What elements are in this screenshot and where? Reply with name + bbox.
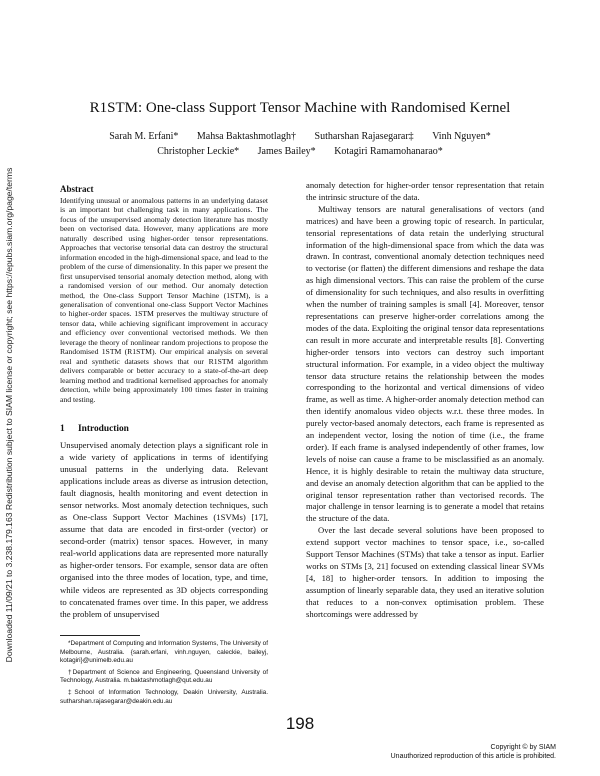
abstract-text: Identifying unusual or anomalous patterns in an underlying dataset is an important but challenging task in many applications. The focus of the unsupervised anomaly detection literature has mostly been on vectorised data. However, many applications are more naturally described using higher-order tensor representations. Approaches that vectorise tensorial data can destroy the structural information encoded in the high-dimensional space, and lead to the problem of the curse of dimensionality. In this paper we present the first unsupervised tensorial anomaly detection method, along with a randomised version of our method. Our anomaly detection method, the One-class Support Tensor Machine (1STM), is a generalisation of conventional one-class Support Vector Machines to higher-order spaces. 1STM preserves the multiway structure of tensor data, while achieving significant improvement in accuracy and efficiency over conventional vectorised methods. We then leverage the theory of nonlinear random projections to propose the Randomised 1STM (R1STM). Our empirical analysis on several real and synthetic datasets shows that our R1STM algorithm delivers comparable or better accuracy to a state-of-the-art deep learning method and traditional kernelised approaches for anomaly detection, while being approximately 100 times faster in training and testing. xyxy=(60,196,268,404)
body-paragraph: Multiway tensors are natural generalisations of vectors (and matrices) and have been a growing topic of research. In particular, tensorial representations of data retain the underlying structural information of the high-dimensional space from which the data was drawn. In contrast, conventional anomaly detection techniques need to vectorise (or flatten) the different dimensions and reshape the data as high dimensional vectors. This can raise the problem of the curse of dimensionality for such techniques, and also results in overfitting when the number of training samples is small [4]. Moreover, tensor representations can preserve higher-order correlations among the modes of the data. Exploiting the original tensor data representations can result in more accurate and interpretable results [8]. Converting higher-order tensors into vectors can destroy such important structural information. For example, in a video object the multiway tensor data structure retains the relationship between the modes corresponding to the horizontal and vertical dimensions of video frame, as well as time. A higher-order anomaly detection method can then identify anomalous video objects w.r.t. these three modes. In purely vector-based anomaly detectors, each frame is represented as an independent vector, losing the notion of time (i.e., the frame order). If each frame is analysed independently of other frames, low levels of noise can cause a frame to be misclassified as an anomaly. Hence, it is highly desirable to retain the multiway data structure, and devise an anomaly detection algorithm that can be applied to the original tensor representation rather than vectorised records. The major challenge in tensor learning is to generate a model that retains the structure of the data. xyxy=(306,203,544,524)
introduction-heading xyxy=(60,424,268,434)
footnote: *Department of Computing and Information Systems, The University of Melbourne, Australia. {sarah.erfani, vinh.nguyen, caleckie, baileyj, kotagiri}@unimelb.edu.au xyxy=(60,640,268,665)
author-name: Vinh Nguyen* xyxy=(432,131,491,142)
author-name: Kotagiri Ramamohanarao* xyxy=(334,146,443,157)
author-row-1 xyxy=(40,129,560,144)
right-column xyxy=(306,180,544,621)
left-column xyxy=(60,184,268,620)
abstract-heading: Abstract xyxy=(60,184,94,194)
copyright-notice xyxy=(391,743,556,761)
download-sidebar-notice xyxy=(2,130,16,700)
section-number: 1 xyxy=(60,423,65,434)
introduction-paragraph: Unsupervised anomaly detection plays a significant role in a wide variety of applications in terms of identifying unusual patterns in the underlying data. Relevant applications include areas as diverse as intrusion detection, fault diagnosis, health monitoring and event detection in sensor networks. Most anomaly detection techniques, such as One-class Support Vector Machines (1SVMs) [17], assume that data are encoded in first-order (vector) or second-order (matrix) tensor spaces. However, in many real-world applications data are represented more naturally as higher-order tensors. For example, sensor data are often organised into the three modes of location, type, and time, while videos are represented as 3D objects corresponding to concatenated frames over time. In this paper, we address the problem of unsupervised xyxy=(60,439,268,619)
author-name: Sarah M. Erfani* xyxy=(109,131,179,142)
paper-title: R1STM: One-class Support Tensor Machine with Randomised Kernel xyxy=(89,100,511,116)
copyright-line: Unauthorized reproduction of this article is prohibited. xyxy=(390,753,556,760)
body-paragraph: Over the last decade several solutions have been proposed to extend support vector machines to tensor space, i.e., so-called Support Tensor Machines (STMs) that take a tensor as input. Earlier works on STMs [3, 21] focused on extending classical linear SVMs [4, 18] to higher-order tensors. In addition to imposing the assumption of linearly separable data, they used an iterative solution that reduces to a non-convex optimisation problem. These shortcomings were addressed by xyxy=(306,525,544,619)
author-name: James Bailey* xyxy=(257,146,316,157)
copyright-line: Copyright © by SIAM xyxy=(490,744,556,751)
download-notice-text: Downloaded 11/09/21 to 3.238.179.163 Redistribution subject to SIAM license or copyright; see https://epubs.siam.org/page/terms xyxy=(4,167,14,663)
footnote-divider xyxy=(60,635,140,636)
section-title: Introduction xyxy=(78,423,129,434)
author-name: Sutharshan Rajasegarar‡ xyxy=(314,131,414,142)
author-list xyxy=(40,129,560,159)
author-name: Christopher Leckie* xyxy=(157,146,240,157)
page-number: 198 xyxy=(285,714,315,733)
author-row-2 xyxy=(40,144,560,159)
body-paragraph: anomaly detection for higher-order tensor representation that retain the intrinsic structure of the data. xyxy=(306,180,544,202)
footnote: †Department of Science and Engineering, Queensland University of Technology, Australia. m.baktashmotlagh@qut.edu.au xyxy=(60,668,268,685)
author-name: Mahsa Baktashmotlagh† xyxy=(196,131,297,142)
affiliation-footnotes xyxy=(60,640,268,709)
footnote: ‡School of Information Technology, Deakin University, Australia. sutharshan.rajasegarar@deakin.edu.au xyxy=(60,688,268,705)
